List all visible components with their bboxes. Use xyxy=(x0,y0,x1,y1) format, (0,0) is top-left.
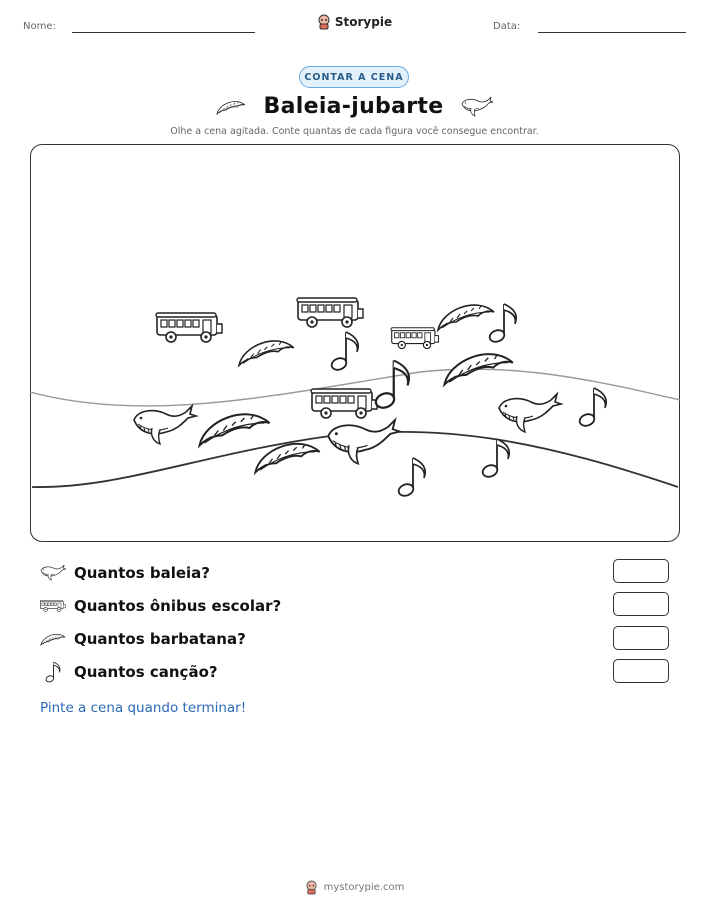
fin-picture xyxy=(239,341,294,365)
fin-picture xyxy=(200,414,270,445)
date-field-line[interactable] xyxy=(538,32,686,33)
whale-picture xyxy=(134,406,196,444)
whale-picture xyxy=(328,420,399,464)
whale-icon xyxy=(40,565,66,581)
question-song xyxy=(40,659,218,685)
question-school-bus xyxy=(40,593,281,619)
school-bus-picture xyxy=(311,389,377,418)
brand-name: Storypie xyxy=(334,15,393,29)
answer-box-whale[interactable] xyxy=(613,559,669,583)
music-note-picture xyxy=(397,458,425,498)
answer-box-fin[interactable] xyxy=(613,626,669,650)
activity-badge: CONTAR A CENA xyxy=(299,66,409,88)
whale-picture xyxy=(499,394,561,432)
answer-box-song[interactable] xyxy=(613,659,669,683)
counting-scene xyxy=(30,144,680,542)
name-label: Nome: xyxy=(23,21,56,32)
footer-url: mystorypie.com xyxy=(323,882,405,893)
name-field-line[interactable] xyxy=(72,32,255,33)
whale-icon xyxy=(461,97,493,117)
question-text: Quantos canção? xyxy=(74,663,218,681)
answer-box-school-bus[interactable] xyxy=(613,592,669,616)
closing-instruction: Pinte a cena quando terminar! xyxy=(40,700,247,716)
storypie-mascot-icon xyxy=(317,14,331,30)
fin-picture xyxy=(438,305,494,330)
question-text: Quantos baleia? xyxy=(74,564,210,582)
question-text: Quantos barbatana? xyxy=(74,630,246,648)
music-note-picture xyxy=(374,361,409,411)
music-note-picture xyxy=(330,332,358,372)
question-whale xyxy=(40,560,210,586)
fin-icon xyxy=(40,631,66,647)
question-text: Quantos ônibus escolar? xyxy=(74,597,282,615)
title-row xyxy=(0,94,709,119)
fin-icon xyxy=(216,99,246,115)
music-note-icon xyxy=(40,661,66,683)
fin-picture xyxy=(255,444,319,473)
school-bus-picture xyxy=(391,328,439,349)
page-subtitle: Olhe a cena agitada. Conte quantas de cada figura você consegue encontrar. xyxy=(170,126,539,137)
music-note-picture xyxy=(481,439,509,479)
school-bus-picture xyxy=(297,298,363,327)
brand-logo xyxy=(0,14,709,30)
music-note-picture xyxy=(578,388,606,428)
storypie-mascot-icon xyxy=(305,880,318,895)
school-bus-picture xyxy=(156,313,222,342)
page-footer xyxy=(0,880,709,895)
school-bus-icon xyxy=(40,598,66,614)
date-label: Data: xyxy=(493,21,521,32)
question-fin xyxy=(40,626,246,652)
page-title: Baleia-jubarte xyxy=(263,94,444,119)
